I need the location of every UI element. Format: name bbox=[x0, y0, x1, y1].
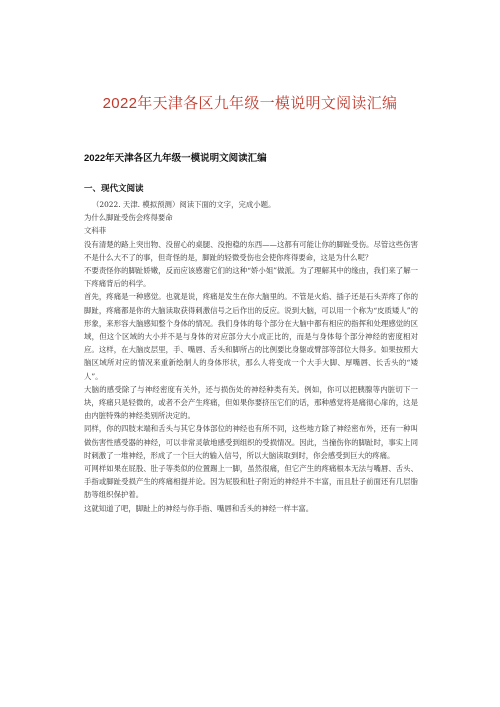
article-paragraph-2: 不要责怪你的脚趾娇嫩，反而应该感谢它们的这种“娇小姐”做派。为了理解其中的缘由，我们来了解一下疼痛背后的科学。 bbox=[84, 266, 418, 289]
section-heading: 一、现代文阅读 bbox=[84, 183, 144, 193]
question-intro: （2022. 天津. 模拟预测）阅读下面的文字，完成小题。 bbox=[92, 200, 276, 209]
article-paragraph-6: 可网样如果在屁股、肚子等类似的位置踢上一脚，虽然很痛，但它产生的疼痛根本无法与嘴唇、舌头、手指或脚趾受损产生的疼痛相提并论。因为屁股和肚子附近的神经并不丰富，而且肚子前面还有几层脂肪等组织保护着。 bbox=[84, 464, 418, 500]
article-paragraph-7: 这就知道了吧，脚趾上的神经与你手指、嘴唇和舌头的神经一样丰富。 bbox=[84, 503, 314, 513]
article-paragraph-1: 没有清楚的路上突出物、没留心的桌腿、没抱稳的东西——这都有可能让你的脚趾受伤。尽管这些伤害不是什么大不了的事，但奇怪的是，脚趾的轻微受伤也会使你疼得要命，这是为什么呢？ bbox=[84, 239, 418, 262]
article-author: 文科菲 bbox=[84, 226, 107, 236]
article-paragraph-3: 首先，疼痛是一种感觉。也就是说，疼痛是发生在你大脑里的。不管是火焰、插子还是石头弄疼了你的脚趾，疼痛都是你的大脑读取获得刺激信号之后作出的反应。说到大脑，可以用一个称为“皮质矮人”的形象，来形容大脑感知整个身体的情况。我们身体的每个部分在大脑中都有相应的指挥和处理感觉的区域，但这个区域的大小并不是与身体的对应部分大小成正比的，而是与身体每个部分神经的密度相对应。这样，在大脑皮层里，手、嘴唇、舌头和脚所占的比例要比身躯或臂部等部位大得多。如果按照大脑区域所对应的情况来重新绘制人的身体形状，那么人将变成一个大手大脚、厚嘴唇、长舌头的“矮人”。 bbox=[84, 292, 418, 381]
article-paragraph-5: 同样，你的四肢末端和舌头与其它身体部位的神经也有所不同，这些地方除了神经密布外，还有一种叫做伤害性感受器的神经，可以非常灵敏地感受到组织的受损情况。因此，当撞伤你的脚趾时，事实上同时刺激了一堆神经，形成了一个巨大的输入信号，所以大脑读取到时，你会感受到巨大的疼痛。 bbox=[84, 424, 418, 460]
article-paragraph-4: 大脑的感受除了与神经密度有关外，还与损伤处的神经种类有关。例如，你可以把胰腺等内脏切下一块，疼痛只是轻微的，或者不会产生疼痛，但如果你要挤压它们的话，那种感觉将是痛彻心扉的，这是由内脏特殊的神经类别所决定的。 bbox=[84, 384, 418, 421]
article-title: 为什么脚趾受伤会疼得要命 bbox=[84, 213, 173, 223]
document-body bbox=[84, 150, 418, 515]
page-title: 2022年天津各区九年级一模说明文阅读汇编 bbox=[102, 95, 398, 112]
document-subtitle: 2022年天津各区九年级一模说明文阅读汇编 bbox=[84, 153, 267, 164]
